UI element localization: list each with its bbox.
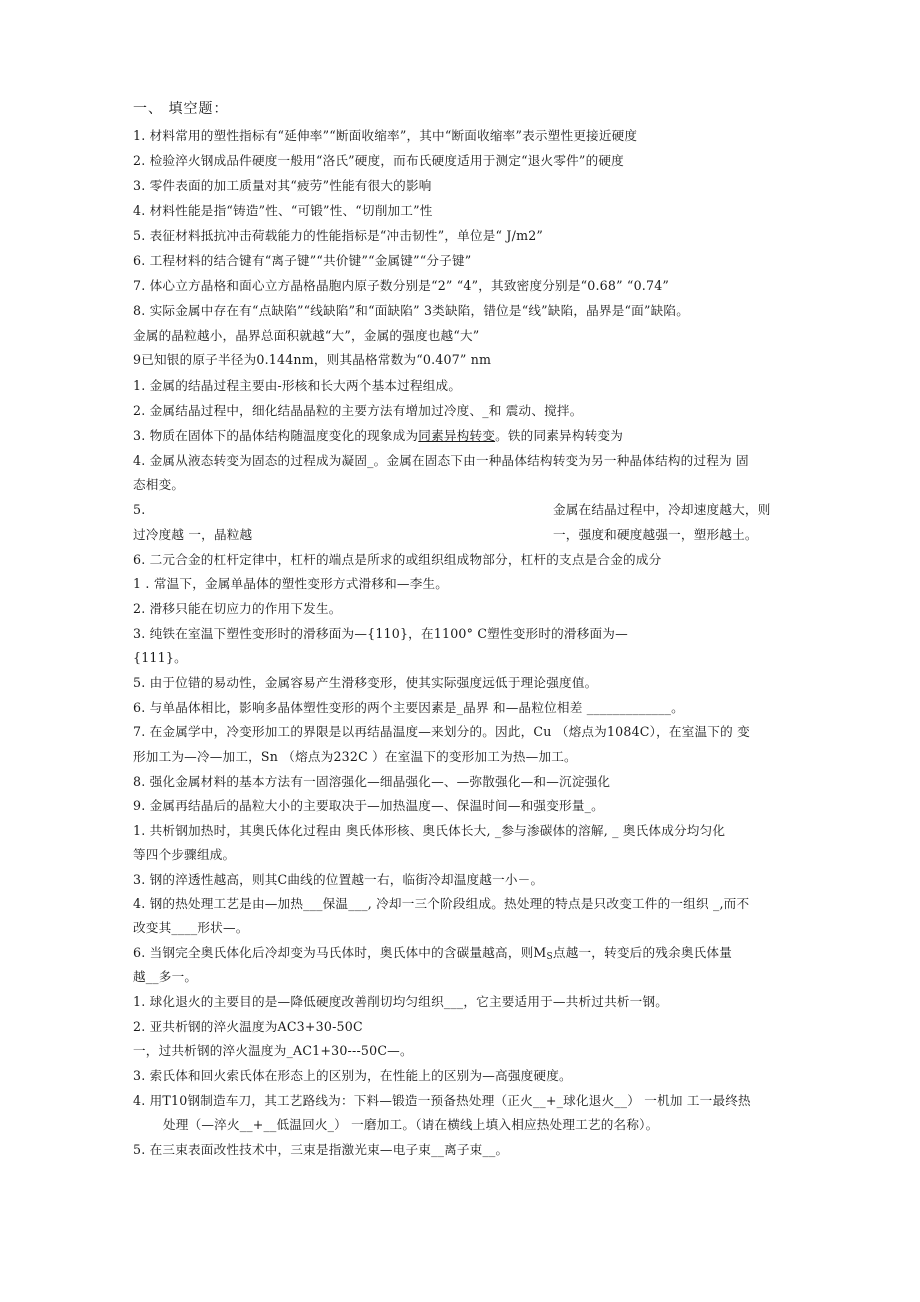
- text-line: 2. 金属结晶过程中，细化结晶晶粒的主要方法有增加过冷度、_和 震动、搅拌。: [133, 403, 583, 418]
- text-line: 7. 体心立方晶格和面心立方晶格晶胞内原子数分别是“2” “4”，其致密度分别是“0.68” “0.74”: [133, 278, 670, 293]
- text-line: 7. 在金属学中，冷变形加工的界限是以再结晶温度—来划分的。因此，Cu （熔点为1084C），在室温下的 变: [133, 724, 750, 739]
- text-span: 点越一，转变后的残余奥氏体量: [552, 945, 733, 960]
- text-line: 一，过共析钢的淬火温度为_AC1+30---50C—。: [133, 1043, 413, 1058]
- text-line: 6. 与单晶体相比，影响多晶体塑性变形的两个主要因素是_晶界 和—晶粒位相差 _____________。: [133, 700, 684, 715]
- text-line: 等四个步骤组成。: [133, 847, 236, 862]
- text-line: 2. 亚共析钢的淬火温度为AC3+30-50C: [133, 1019, 363, 1034]
- section-heading: 一、 填空题：: [133, 101, 229, 117]
- text-line: 1. 共析钢加热时，其奥氏体化过程由 奥氏体形核、奥氏体长大, _参与渗碳体的溶解, _ 奥氏体成分均匀化: [133, 823, 726, 838]
- text-span: 3. 物质在固体下的晶体结构随温度变化的现象成为: [133, 428, 419, 443]
- text-line: 态相变。: [133, 477, 185, 492]
- text-line: 越__多一。: [133, 969, 198, 984]
- text-span: 6. 当钢完全奥氏体化后冷却变为马氏体时，奥氏体中的含碳量越高，则M: [133, 945, 547, 960]
- text-line: 2. 检验淬火钢成品件硬度一般用“洛氏”硬度，而布氏硬度适用于测定“退火零件”的硬度: [133, 153, 624, 168]
- text-line: 5.: [133, 502, 146, 517]
- text-line: 4. 钢的热处理工艺是由—加热___保温___, 冷却一三个阶段组成。热处理的特点是只改变工件的一组织 _,而不: [133, 896, 750, 911]
- text-line: 4. 用T10钢制造车刀，其工艺路线为：下料—锻造一预备热处理（正火__+_球化退火__） 一机加 工一最终热: [133, 1093, 751, 1108]
- underlined-term: 同素异构转变: [418, 428, 496, 443]
- text-line: 一，强度和硬度越强一，塑形越土。: [553, 527, 758, 542]
- text-line: 8. 强化金属材料的基本方法有一固溶强化—细晶强化—、—弥散强化—和—沉淀强化: [133, 774, 611, 789]
- text-line: 9. 金属再结晶后的晶粒大小的主要取决于—加热温度—、保温时间—和强变形量_。: [133, 798, 604, 813]
- text-line: 5. 表征材料抵抗冲击荷载能力的性能指标是“冲击韧性”，单位是“ J/m2”: [133, 228, 544, 243]
- text-line: [133, 428, 800, 444]
- text-line: 3. 零件表面的加工质量对其“疲劳”性能有很大的影响: [133, 178, 432, 193]
- text-line: 5. 由于位错的易动性，金属容易产生滑移变形，使其实际强度远低于理论强度值。: [133, 675, 598, 690]
- text-line: 3. 纯铁在室温下塑性变形时的滑移面为—{110}，在1100° C塑性变形时的滑移面为—: [133, 626, 628, 641]
- text-line: 金属在结晶过程中，冷却速度越大，则: [553, 502, 771, 517]
- text-line: 1. 材料常用的塑性指标有“延伸率”“断面收缩率”，其中“断面收缩率”表示塑性更接近硬度: [133, 128, 638, 143]
- text-span: 。铁的同素异构转变为: [495, 428, 623, 443]
- text-line: 9已知银的原子半径为0.144nm，则其晶格常数为“0.407” nm: [133, 352, 492, 367]
- text-line: 过冷度越 一，晶粒越: [133, 527, 253, 542]
- text-line: 金属的晶粒越小，晶界总面积就越“大”，金属的强度也越“大”: [133, 328, 480, 343]
- text-line: 5. 在三束表面改性技术中，三束是指激光束—电子束__离子束__。: [133, 1142, 509, 1157]
- text-line: 6. 工程材料的结合键有“离子键”“共价键”“金属键”“分子键”: [133, 253, 472, 268]
- text-line: 1 . 常温下，金属单晶体的塑性变形方式滑移和—李生。: [133, 576, 449, 591]
- text-line: 2. 滑移只能在切应力的作用下发生。: [133, 601, 342, 616]
- text-line: 1. 金属的结晶过程主要由-形核和长大两个基本过程组成。: [133, 378, 462, 393]
- text-line: 3. 索氏体和回火索氏体在形态上的区别为，在性能上的区别为—高强度硬度。: [133, 1068, 572, 1083]
- text-line: {111}。: [133, 650, 187, 665]
- text-line: 4. 材料性能是指“铸造”性、“可锻”性、“切削加工”性: [133, 203, 433, 218]
- text-line: 形加工为—冷—加工，Sn （熔点为232C ）在室温下的变形加工为热—加工。: [133, 749, 577, 764]
- text-line: 8. 实际金属中存在有“点缺陷”“线缺陷”和“面缺陷” 3类缺陷，错位是“线”缺陷，晶界是“面”缺陷。: [133, 303, 689, 318]
- text-line: 4. 金属从液态转变为固态的过程成为凝固_。金属在固态下由一种晶体结构转变为另一种晶体结构的过程为 固: [133, 453, 749, 468]
- text-line: 1. 球化退火的主要目的是—降低硬度改善削切均匀组织___，它主要适用于—共析过共析一钢。: [133, 994, 669, 1009]
- subscript: S: [546, 952, 553, 962]
- text-line: 3. 钢的淬透性越高，则其C曲线的位置越一右，临街冷却温度越一小－。: [133, 872, 544, 887]
- text-line: 处理（—淬火__+__低温回火_） 一磨加工。（请在横线上填入相应热处理工艺的名称）。: [163, 1117, 659, 1132]
- text-line: 6. 二元合金的杠杆定律中，杠杆的端点是所求的或组织组成物部分，杠杆的支点是合金的成分: [133, 552, 662, 567]
- text-line: 改变其____形状—。: [133, 920, 249, 935]
- text-line: [133, 945, 800, 965]
